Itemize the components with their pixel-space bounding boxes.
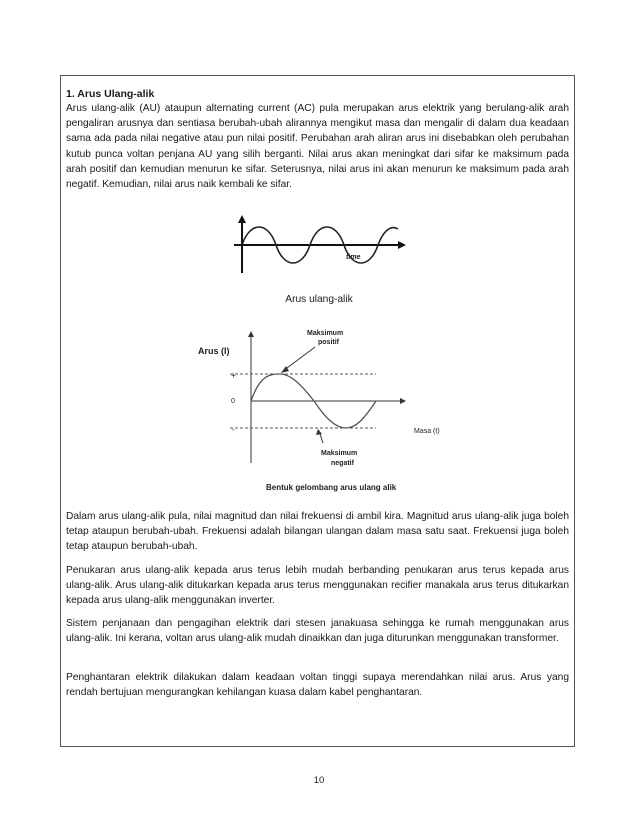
y-axis-arrow-icon (238, 215, 246, 223)
time-label: time (346, 254, 361, 261)
y-axis-arrow-icon (248, 331, 254, 337)
x-axis-arrow-icon (398, 241, 406, 249)
sine-wave-figure (228, 215, 408, 275)
paragraph-conversion: Penukaran arus ulang-alik kepada arus terus lebih mudah berbanding penukaran arus terus kepada arus ulang-alik. Arus ulang-alik ditukarkan kepada arus terus menggunakan recifier manakala arus terus ditukarkan kepada arus ulang-alik menggunakan inverter. (66, 565, 569, 607)
tick-plus: + (231, 371, 236, 380)
paragraph-magnitude: Dalam arus ulang-alik pula, nilai magnitud dan nilai frekuensi di ambil kira. Magnitud arus ulang-alik juga boleh tetap ataupun berubah-ubah. Frekuensi adalah bilangan ulangan dalam masa satu saat. Frekuensi juga boleh tetap ataupun berubah-ubah. (66, 511, 569, 553)
figure1-caption: Arus ulang-alik (285, 294, 353, 305)
max-negative-label-1: Maksimum (321, 450, 358, 457)
page-number: 10 (313, 775, 325, 786)
y-axis-label: Arus (I) (198, 346, 230, 356)
max-negative-arrow-icon (316, 429, 322, 435)
x-axis-label: Masa (t) (414, 428, 440, 435)
max-positive-pointer (283, 347, 315, 371)
tick-zero: 0 (231, 398, 235, 405)
max-positive-label-1: Maksimum (307, 330, 344, 337)
ac-waveform-figure (190, 325, 470, 500)
paragraph-intro: Arus ulang-alik (AU) ataupun alternating current (AC) pula merupakan arus elektrik yang berulang-alik arah pengaliran arusnya dan sentiasa berubah-ubah alirannya mengikut masa dan mengalir di dalam dua keadaan sama ada pada nilai negative atau pun nilai positif. Perubahan arah aliran arus ini disebabkan oleh perubahan kutub punca voltan penjana AU yang silih berganti. Nilai arus akan meningkat dari sifar ke maksimum pada arah positif dan kemudian menurun ke sifar. Seterusnya, nilai arus ini akan menurun ke maksimum pada arah negatif. Kemudian, nilai arus naik kembali ke sifar. (66, 103, 569, 191)
max-negative-label-2: negatif (331, 460, 354, 467)
max-positive-label-2: positif (318, 339, 339, 346)
section-heading: 1. Arus Ulang-alik (66, 88, 155, 100)
tick-minus: - (232, 425, 235, 434)
figure2-caption: Bentuk gelombang arus ulang alik (266, 483, 397, 492)
x-axis-arrow-icon (400, 398, 406, 404)
paragraph-transmission: Penghantaran elektrik dilakukan dalam keadaan voltan tinggi supaya merendahkan nilai arus. Arus yang rendah bertujuan mengurangkan kehilangan kuasa dalam kabel penghantaran. (66, 672, 569, 699)
paragraph-distribution: Sistem penjanaan dan pengagihan elektrik dari stesen janakuasa sehingga ke rumah menggunakan arus ulang-alik. Ini kerana, voltan arus ulang-alik mudah dinaikkan dan juga diturunkan menggunakan transformer. (66, 618, 569, 645)
